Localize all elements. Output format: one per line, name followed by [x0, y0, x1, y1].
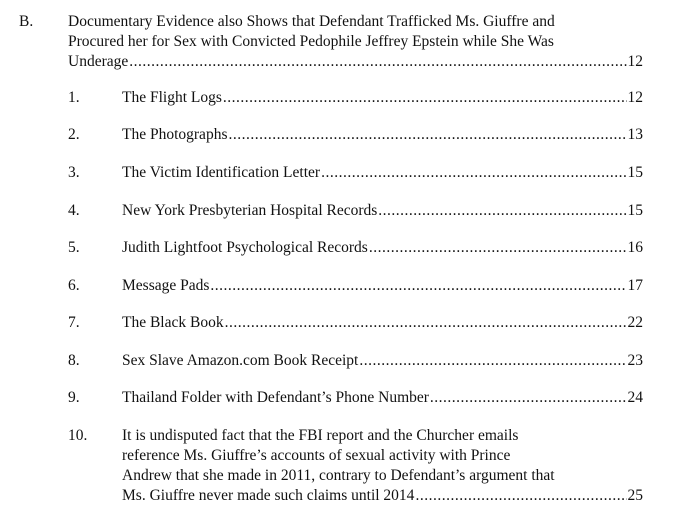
page-number: 12: [627, 53, 643, 70]
dot-leader: [430, 388, 627, 408]
item-title-line: Andrew that she made in 2011, contrary to Defendant’s argument that: [122, 467, 555, 484]
item-title: Sex Slave Amazon.com Book Receipt: [122, 352, 359, 369]
item-number: 4.: [68, 202, 80, 219]
dot-leader: [210, 276, 626, 296]
item-number: 3.: [68, 164, 80, 181]
page-number: 25: [627, 487, 643, 504]
section-heading-entry: [68, 12, 643, 72]
section-heading-text: Underage: [68, 53, 129, 70]
page-number: 13: [627, 126, 643, 143]
item-number: 6.: [68, 277, 80, 294]
item-number: 5.: [68, 239, 80, 256]
page-number: 23: [627, 352, 643, 369]
dot-leader: [223, 88, 627, 108]
page-number: 22: [627, 314, 643, 331]
section-marker: B.: [19, 13, 34, 30]
item-title: The Flight Logs: [122, 89, 222, 106]
dot-leader: [228, 125, 626, 145]
dot-leader: [378, 201, 626, 221]
item-title: The Photographs: [122, 126, 228, 143]
page-number: 15: [627, 202, 643, 219]
page-number: 12: [627, 89, 643, 106]
page-number: 16: [627, 239, 643, 256]
dot-leader: [415, 486, 626, 506]
item-number: 9.: [68, 389, 80, 406]
page-number: 15: [627, 164, 643, 181]
item-number: 10.: [68, 427, 88, 444]
item-title: Ms. Giuffre never made such claims until 2014: [122, 487, 415, 504]
item-title-line: reference Ms. Giuffre’s accounts of sexual activity with Prince: [122, 447, 511, 464]
item-title: New York Presbyterian Hospital Records: [122, 202, 378, 219]
item-title-line: It is undisputed fact that the FBI report and the Churcher emails: [122, 427, 519, 444]
page-number: 17: [627, 277, 643, 294]
item-title: The Black Book: [122, 314, 224, 331]
item-title: Judith Lightfoot Psychological Records: [122, 239, 368, 256]
dot-leader: [321, 163, 626, 183]
item-title: Message Pads: [122, 277, 210, 294]
item-title: Thailand Folder with Defendant’s Phone Number: [122, 389, 429, 406]
dot-leader: [225, 313, 627, 333]
section-heading-last-line: [68, 52, 643, 72]
item-title: The Victim Identification Letter: [122, 164, 321, 181]
item-number: 2.: [68, 126, 80, 143]
dot-leader: [359, 351, 626, 371]
dot-leader: [129, 52, 626, 72]
section-heading-line: Procured her for Sex with Convicted Pedophile Jeffrey Epstein while She Was: [68, 33, 554, 50]
page-number: 24: [627, 389, 643, 406]
item-number: 8.: [68, 352, 80, 369]
dot-leader: [369, 238, 627, 258]
section-heading-line: Documentary Evidence also Shows that Defendant Trafficked Ms. Giuffre and: [68, 13, 555, 30]
item-number: 1.: [68, 89, 80, 106]
item-number: 7.: [68, 314, 80, 331]
